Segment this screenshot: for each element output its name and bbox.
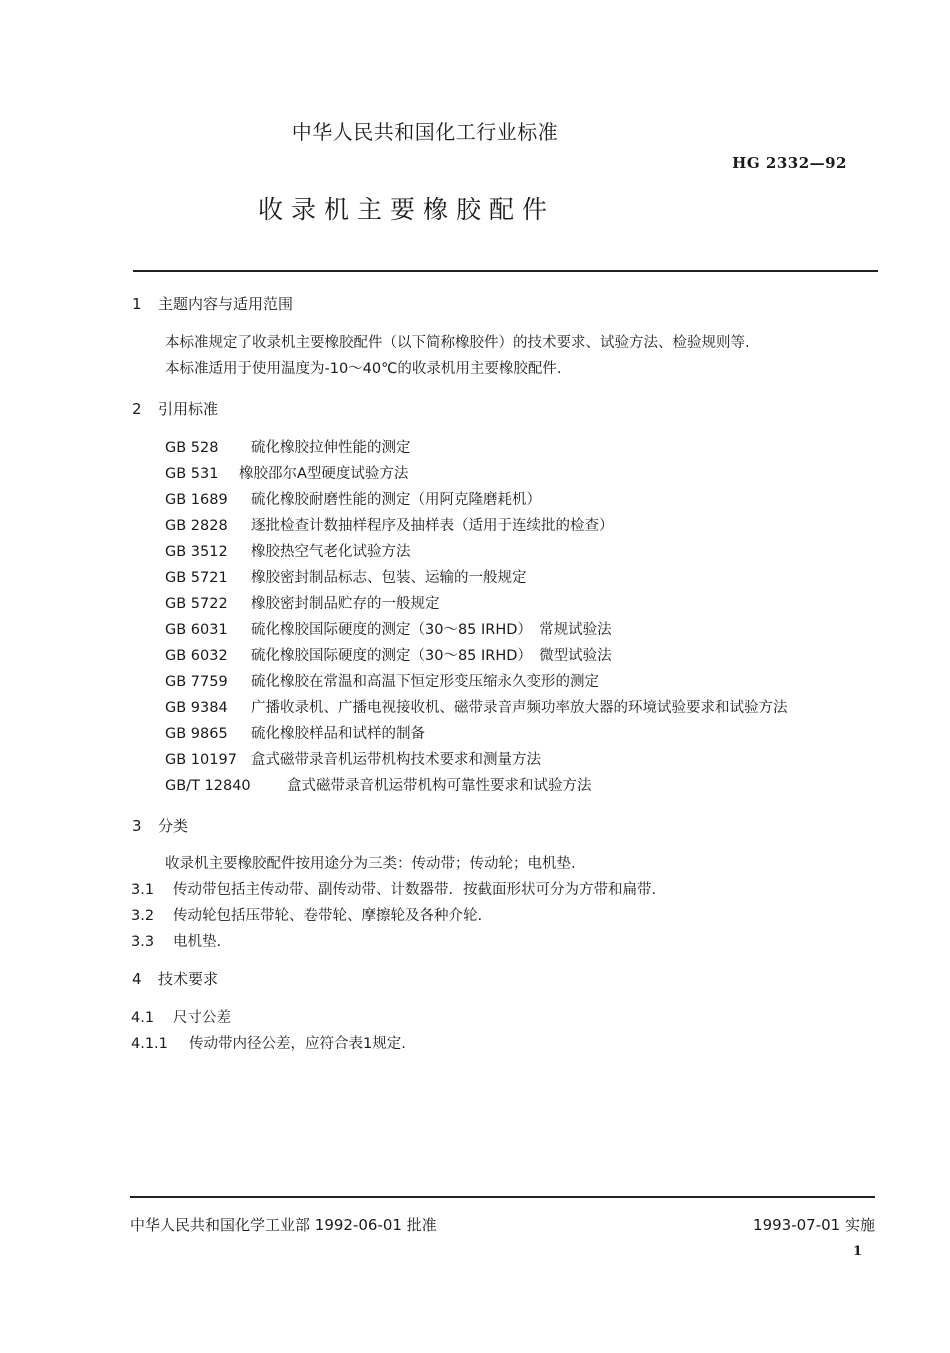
item-text: 传动带内径公差，应符合表1规定. bbox=[189, 1036, 406, 1052]
section-3-intro: 收录机主要橡胶配件按用途分为三类：传动带；传动轮；电机垫. bbox=[165, 856, 576, 872]
item-number: 3.3 bbox=[131, 934, 155, 950]
reference-name: 盒式磁带录音机运带机构可靠性要求和试验方法 bbox=[287, 778, 592, 794]
reference-item bbox=[165, 462, 408, 483]
reference-code: GB 7759 bbox=[165, 674, 228, 690]
item-number: 4.1.1 bbox=[131, 1036, 168, 1052]
reference-item bbox=[165, 618, 612, 639]
reference-name: 广播收录机、广播电视接收机、磁带录音声频功率放大器的环境试验要求和试验方法 bbox=[251, 700, 788, 716]
item-number: 3.1 bbox=[131, 882, 155, 898]
standard-code: HG 2332—92 bbox=[732, 154, 847, 172]
section-3-heading bbox=[132, 815, 188, 836]
section-3-number: 3 bbox=[132, 817, 142, 835]
section-4-1-1 bbox=[131, 1032, 406, 1053]
section-1-heading bbox=[132, 293, 293, 314]
reference-code: GB 5721 bbox=[165, 570, 228, 586]
reference-item bbox=[165, 540, 411, 561]
reference-name: 硫化橡胶样品和试样的制备 bbox=[251, 726, 425, 742]
header-rule bbox=[133, 270, 878, 272]
section-3-title: 分类 bbox=[158, 817, 189, 835]
document-title: 收录机主要橡胶配件 bbox=[258, 195, 556, 224]
footer-rule bbox=[130, 1196, 875, 1198]
reference-name: 橡胶热空气老化试验方法 bbox=[251, 544, 411, 560]
reference-item bbox=[165, 514, 614, 535]
reference-code: GB 6031 bbox=[165, 622, 228, 638]
reference-code: GB 531 bbox=[165, 466, 219, 482]
reference-code: GB 5722 bbox=[165, 596, 228, 612]
section-4-1 bbox=[131, 1006, 231, 1027]
reference-name: 硫化橡胶拉伸性能的测定 bbox=[251, 440, 411, 456]
item-text: 传动带包括主传动带、副传动带、计数器带．按截面形状可分为方带和扁带. bbox=[173, 882, 657, 898]
reference-item bbox=[165, 696, 788, 717]
reference-item bbox=[165, 670, 599, 691]
item-number: 3.2 bbox=[131, 908, 155, 924]
reference-name: 逐批检查计数抽样程序及抽样表（适用于连续批的检查） bbox=[251, 518, 614, 534]
reference-code: GB 10197 bbox=[165, 752, 237, 768]
reference-name: 盒式磁带录音机运带机构技术要求和测量方法 bbox=[251, 752, 541, 768]
reference-item bbox=[165, 748, 541, 769]
reference-item bbox=[165, 592, 440, 613]
reference-code: GB 9384 bbox=[165, 700, 228, 716]
page-number: 1 bbox=[852, 1244, 862, 1259]
item-text: 尺寸公差 bbox=[173, 1010, 231, 1026]
reference-name: 橡胶邵尔A型硬度试验方法 bbox=[239, 466, 409, 482]
reference-item bbox=[165, 722, 425, 743]
item-text: 传动轮包括压带轮、卷带轮、摩擦轮及各种介轮. bbox=[173, 908, 483, 924]
section-4-number: 4 bbox=[132, 970, 142, 988]
reference-code: GB 3512 bbox=[165, 544, 228, 560]
reference-code: GB 6032 bbox=[165, 648, 228, 664]
reference-name: 橡胶密封制品标志、包装、运输的一般规定 bbox=[251, 570, 527, 586]
reference-name: 硫化橡胶耐磨性能的测定（用阿克隆磨耗机） bbox=[251, 492, 541, 508]
reference-code: GB 9865 bbox=[165, 726, 228, 742]
section-3-2 bbox=[131, 904, 482, 925]
issuing-organization bbox=[0, 116, 850, 145]
section-2-number: 2 bbox=[132, 400, 142, 418]
section-1-paragraph-1: 本标准规定了收录机主要橡胶配件（以下简称橡胶件）的技术要求、试验方法、检验规则等. bbox=[165, 335, 750, 351]
approval-statement: 中华人民共和国化学工业部 1992-06-01 批准 bbox=[130, 1216, 437, 1234]
reference-name: 硫化橡胶国际硬度的测定（30～85 IRHD） 微型试验法 bbox=[251, 648, 612, 664]
reference-item bbox=[165, 436, 411, 457]
issuing-organization-text: 中华人民共和国化工行业标准 bbox=[291, 120, 559, 144]
item-number: 4.1 bbox=[131, 1010, 155, 1026]
section-1-title: 主题内容与适用范围 bbox=[158, 295, 294, 313]
section-4-title: 技术要求 bbox=[158, 970, 219, 988]
section-1-number: 1 bbox=[132, 295, 142, 313]
item-text: 电机垫. bbox=[173, 934, 222, 950]
reference-code: GB 528 bbox=[165, 440, 219, 456]
reference-name: 硫化橡胶国际硬度的测定（30～85 IRHD） 常规试验法 bbox=[251, 622, 612, 638]
section-3-1 bbox=[131, 878, 656, 899]
reference-code: GB 1689 bbox=[165, 492, 228, 508]
reference-code: GB 2828 bbox=[165, 518, 228, 534]
reference-item bbox=[165, 644, 612, 665]
reference-item bbox=[165, 488, 541, 509]
reference-name: 橡胶密封制品贮存的一般规定 bbox=[251, 596, 440, 612]
section-2-heading bbox=[132, 398, 218, 419]
effective-date: 1993-07-01 实施 bbox=[753, 1216, 875, 1234]
section-2-title: 引用标准 bbox=[158, 400, 219, 418]
reference-code: GB/T 12840 bbox=[165, 778, 251, 794]
section-1-paragraph-2: 本标准适用于使用温度为-10～40℃的收录机用主要橡胶配件. bbox=[165, 361, 562, 377]
reference-item bbox=[165, 566, 527, 587]
reference-item bbox=[165, 774, 592, 795]
section-3-3 bbox=[131, 930, 221, 951]
reference-name: 硫化橡胶在常温和高温下恒定形变压缩永久变形的测定 bbox=[251, 674, 599, 690]
section-4-heading bbox=[132, 968, 218, 989]
